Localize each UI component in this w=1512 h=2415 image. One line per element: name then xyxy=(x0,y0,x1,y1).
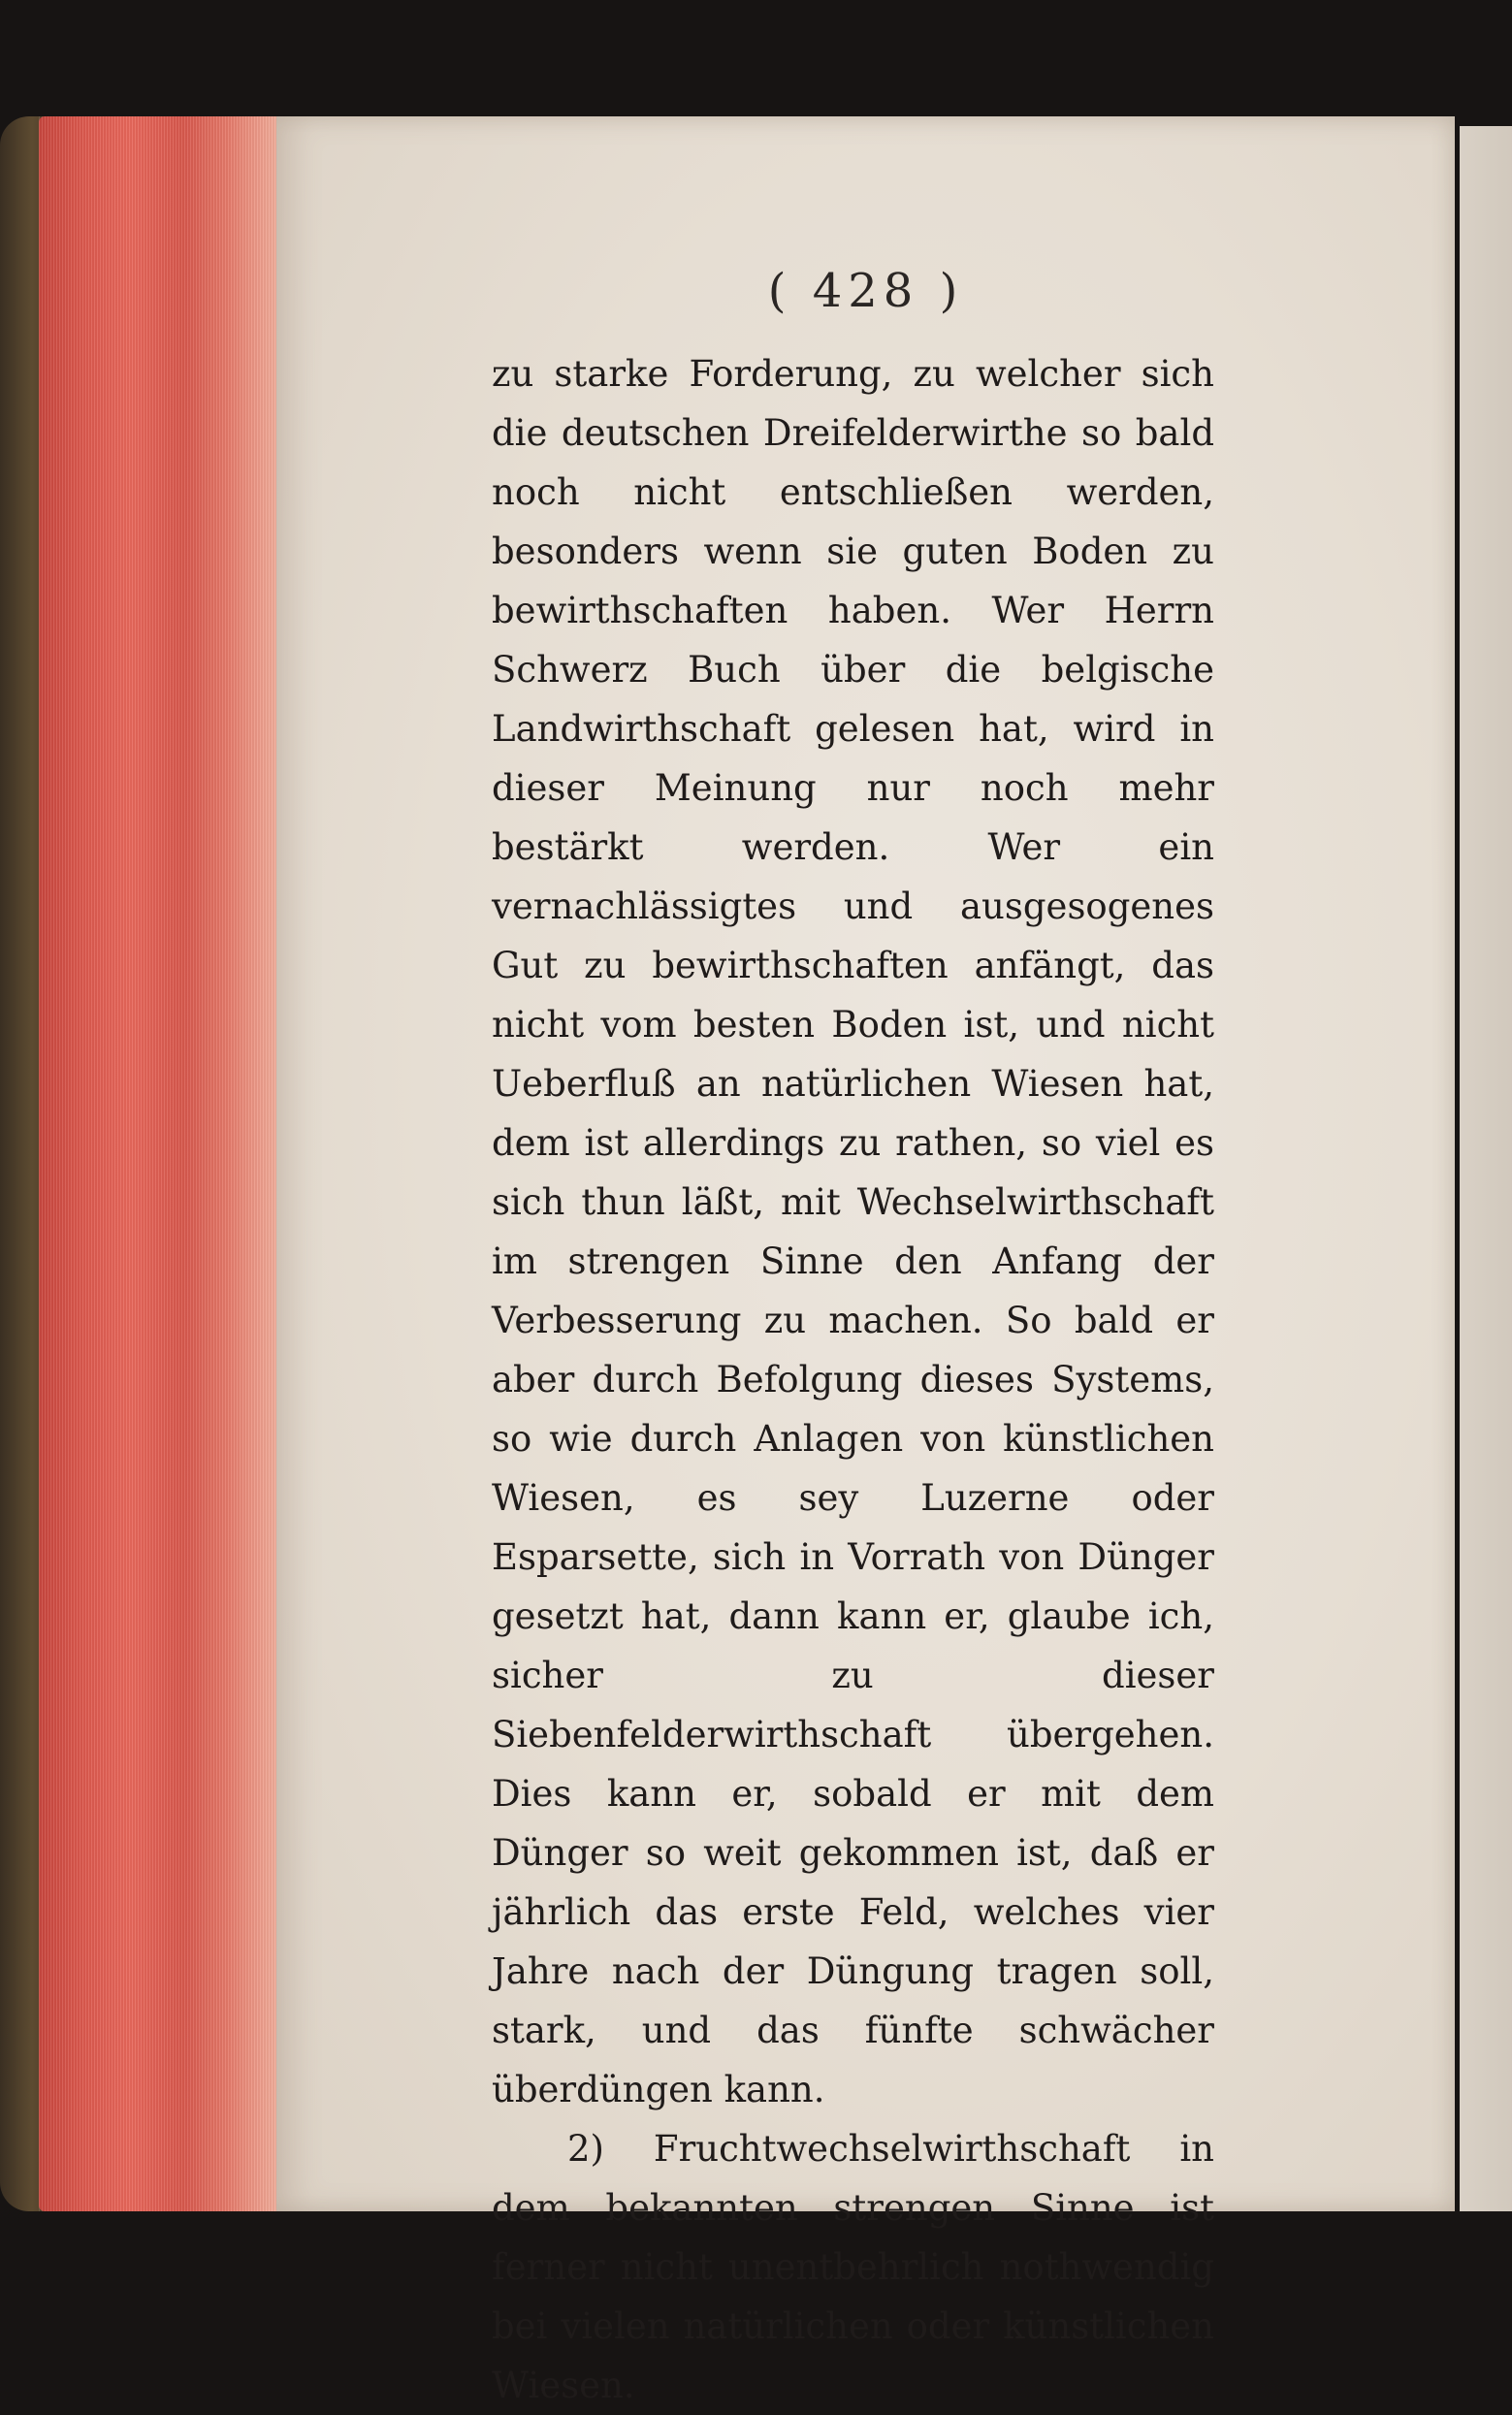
page-number: ( 428 ) xyxy=(767,264,964,318)
paragraph-1: zu starke Forderung, zu welcher sich die deutschen Dreifelderwirthe so bald noch nicht entschließen werden, besonders wenn sie guten Boden zu bewirthschaften haben. Wer Herrn Schwerz Buch über die belgische Landwirthschaft gelesen hat, wird in dieser Meinung nur noch mehr bestärkt werden. Wer ein vernachlässigtes und ausgesogenes Gut zu bewirthschaften anfängt, das nicht vom besten Boden ist, und nicht Ueberfluß an natürlichen Wiesen hat, dem ist allerdings zu rathen, so viel es sich thun läßt, mit Wechselwirthschaft im strengen Sinne den Anfang der Verbesserung zu machen. So bald er aber durch Befolgung dieses Systems, so wie durch Anlagen von künstlichen Wiesen, es sey Luzerne oder Esparsette, sich in Vorrath von Dünger gesetzt hat, dann kann er, glaube ich, sicher zu dieser Siebenfelderwirthschaft übergehen. Dies kann er, sobald er mit dem Dünger so weit gekommen ist, daß er jährlich das erste Feld, welches vier Jahre nach der Düngung tragen soll, stark, und das fünfte schwächer überdüngen kann. xyxy=(492,353,1214,2110)
page-body xyxy=(492,344,1214,2415)
book-page xyxy=(276,116,1455,2406)
facing-page-edge xyxy=(1460,126,1512,2211)
page-edges xyxy=(39,116,301,2211)
paragraph-2: 2) Fruchtwechselwirthschaft in dem bekannten strengen Sinne ist ferner nicht unentbehrlich nothwendig bei vielen natürlichen oder künstlichen Wiesen. xyxy=(492,2128,1214,2406)
